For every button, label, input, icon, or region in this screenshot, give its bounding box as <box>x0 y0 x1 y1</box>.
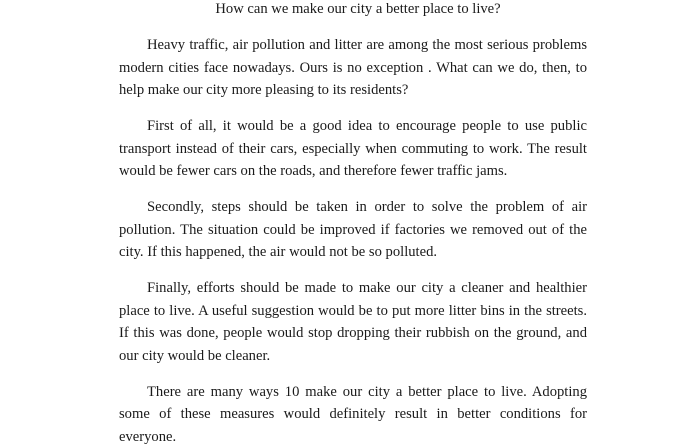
paragraph-introduction: Heavy traffic, air pollution and litter are among the most serious problems modern cities face nowadays. Ours is no exception . What can we do, then, to help make our city more pleasing to its residents? <box>119 34 587 102</box>
essay-title: How can we make our city a better place to live? <box>124 0 592 18</box>
paragraph-litter: Finally, efforts should be made to make our city a cleaner and healthier place to live. A useful suggestion would be to put more litter bins in the streets. If this was done, people would stop dropping their rubbish on the ground, and our city would be cleaner. <box>119 277 587 367</box>
essay-document <box>119 0 587 448</box>
paragraph-public-transport: First of all, it would be a good idea to encourage people to use public transport instead of their cars, especially when commuting to work. The result would be fewer cars on the roads, and therefore fewer traffic jams. <box>119 115 587 183</box>
paragraph-conclusion: There are many ways 10 make our city a better place to live. Adopting some of these measures would definitely result in better conditions for everyone. <box>119 381 587 448</box>
paragraph-air-pollution: Secondly, steps should be taken in order to solve the problem of air pollution. The situation could be improved if factories we removed out of the city. If this happened, the air would not be so polluted. <box>119 196 587 264</box>
